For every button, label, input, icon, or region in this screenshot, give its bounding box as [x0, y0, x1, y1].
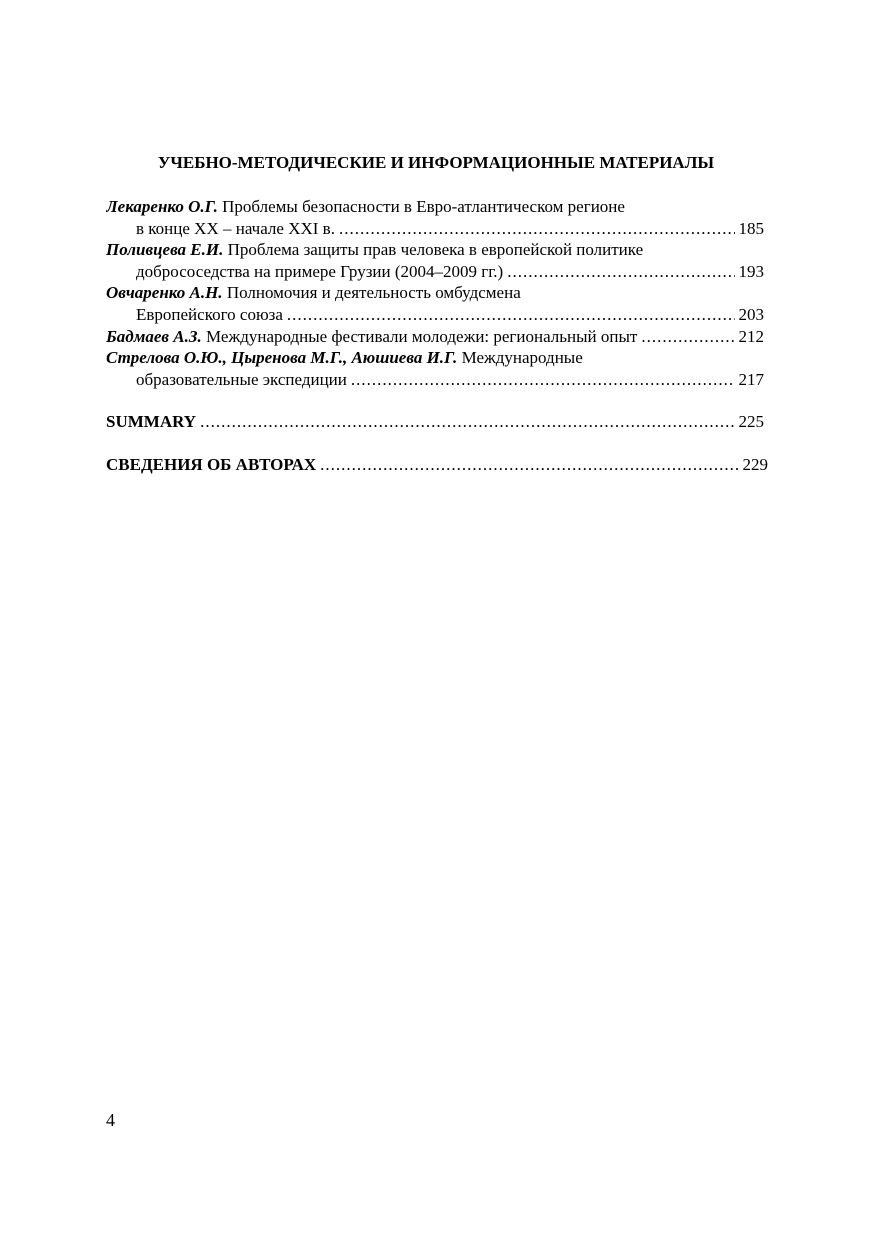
toc-entry	[106, 347, 764, 390]
toc-page-number: 185	[738, 218, 764, 238]
toc-title: Проблемы безопасности в Евро-атлантическом регионе	[222, 197, 625, 216]
toc-entry-line	[106, 304, 764, 326]
toc-title: Полномочия и деятельность омбудсмена	[226, 283, 521, 303]
page-number: 4	[106, 1110, 115, 1130]
toc-entry-line	[106, 369, 764, 391]
toc-author: Поливцева Е.И.	[106, 240, 224, 260]
toc-section-label: SUMMARY	[106, 412, 197, 432]
toc-entry-line	[106, 218, 764, 240]
toc-entry	[106, 239, 764, 282]
page-title: УЧЕБНО-МЕТОДИЧЕСКИЕ И ИНФОРМАЦИОННЫЕ МАТЕРИАЛЫ	[157, 153, 715, 172]
toc-author: Бадмаев А.З.	[106, 326, 202, 346]
toc-title-continued: образовательные экспедиции	[136, 369, 347, 389]
toc-entry-line	[106, 239, 764, 261]
toc-title-continued: добрососедства на примере Грузии (2004–2009 гг.)	[136, 261, 504, 281]
toc-title-continued: Европейского союза	[136, 304, 283, 324]
toc-page-number: 193	[738, 261, 764, 281]
toc-entry	[106, 282, 764, 325]
toc-page-number: 229	[742, 454, 768, 474]
toc-entry-line	[106, 326, 764, 348]
toc-entry-line	[106, 347, 764, 369]
dot-leader	[507, 261, 734, 283]
dot-leader	[320, 454, 738, 476]
toc-title: Международные	[461, 348, 583, 368]
table-of-contents	[106, 196, 768, 476]
toc-page-number: 203	[738, 304, 764, 324]
dot-leader	[351, 369, 735, 391]
toc-page-number: 217	[738, 369, 764, 389]
toc-entry-text	[106, 326, 637, 348]
dot-leader	[200, 411, 734, 433]
toc-entry-line	[106, 282, 764, 304]
spacer	[106, 390, 764, 411]
toc-author: Стрелова О.Ю., Цыренова М.Г., Аюшиева И.Г.	[106, 348, 458, 368]
toc-entry-line	[106, 261, 764, 283]
toc-page-number: 225	[738, 412, 764, 432]
toc-section-summary	[106, 411, 764, 433]
toc-author: Овчаренко А.Н.	[106, 283, 223, 303]
toc-title: Проблема защиты прав человека в европейской политике	[227, 240, 644, 260]
toc-page-number: 212	[738, 326, 764, 346]
spacer	[106, 433, 764, 454]
dot-leader	[339, 218, 735, 240]
toc-author: Лекаренко О.Г.	[106, 197, 218, 216]
toc-entry	[106, 196, 764, 239]
toc-section-authors	[106, 454, 768, 476]
toc-title-continued: в конце XX – начале XXI в.	[136, 218, 335, 238]
toc-entry	[106, 326, 764, 348]
toc-section-label: СВЕДЕНИЯ ОБ АВТОРАХ	[106, 454, 317, 474]
toc-title: Международные фестивали молодежи: региональный опыт	[206, 326, 638, 346]
dot-leader	[287, 304, 735, 326]
toc-entry-line	[106, 196, 764, 218]
dot-leader	[641, 326, 734, 348]
